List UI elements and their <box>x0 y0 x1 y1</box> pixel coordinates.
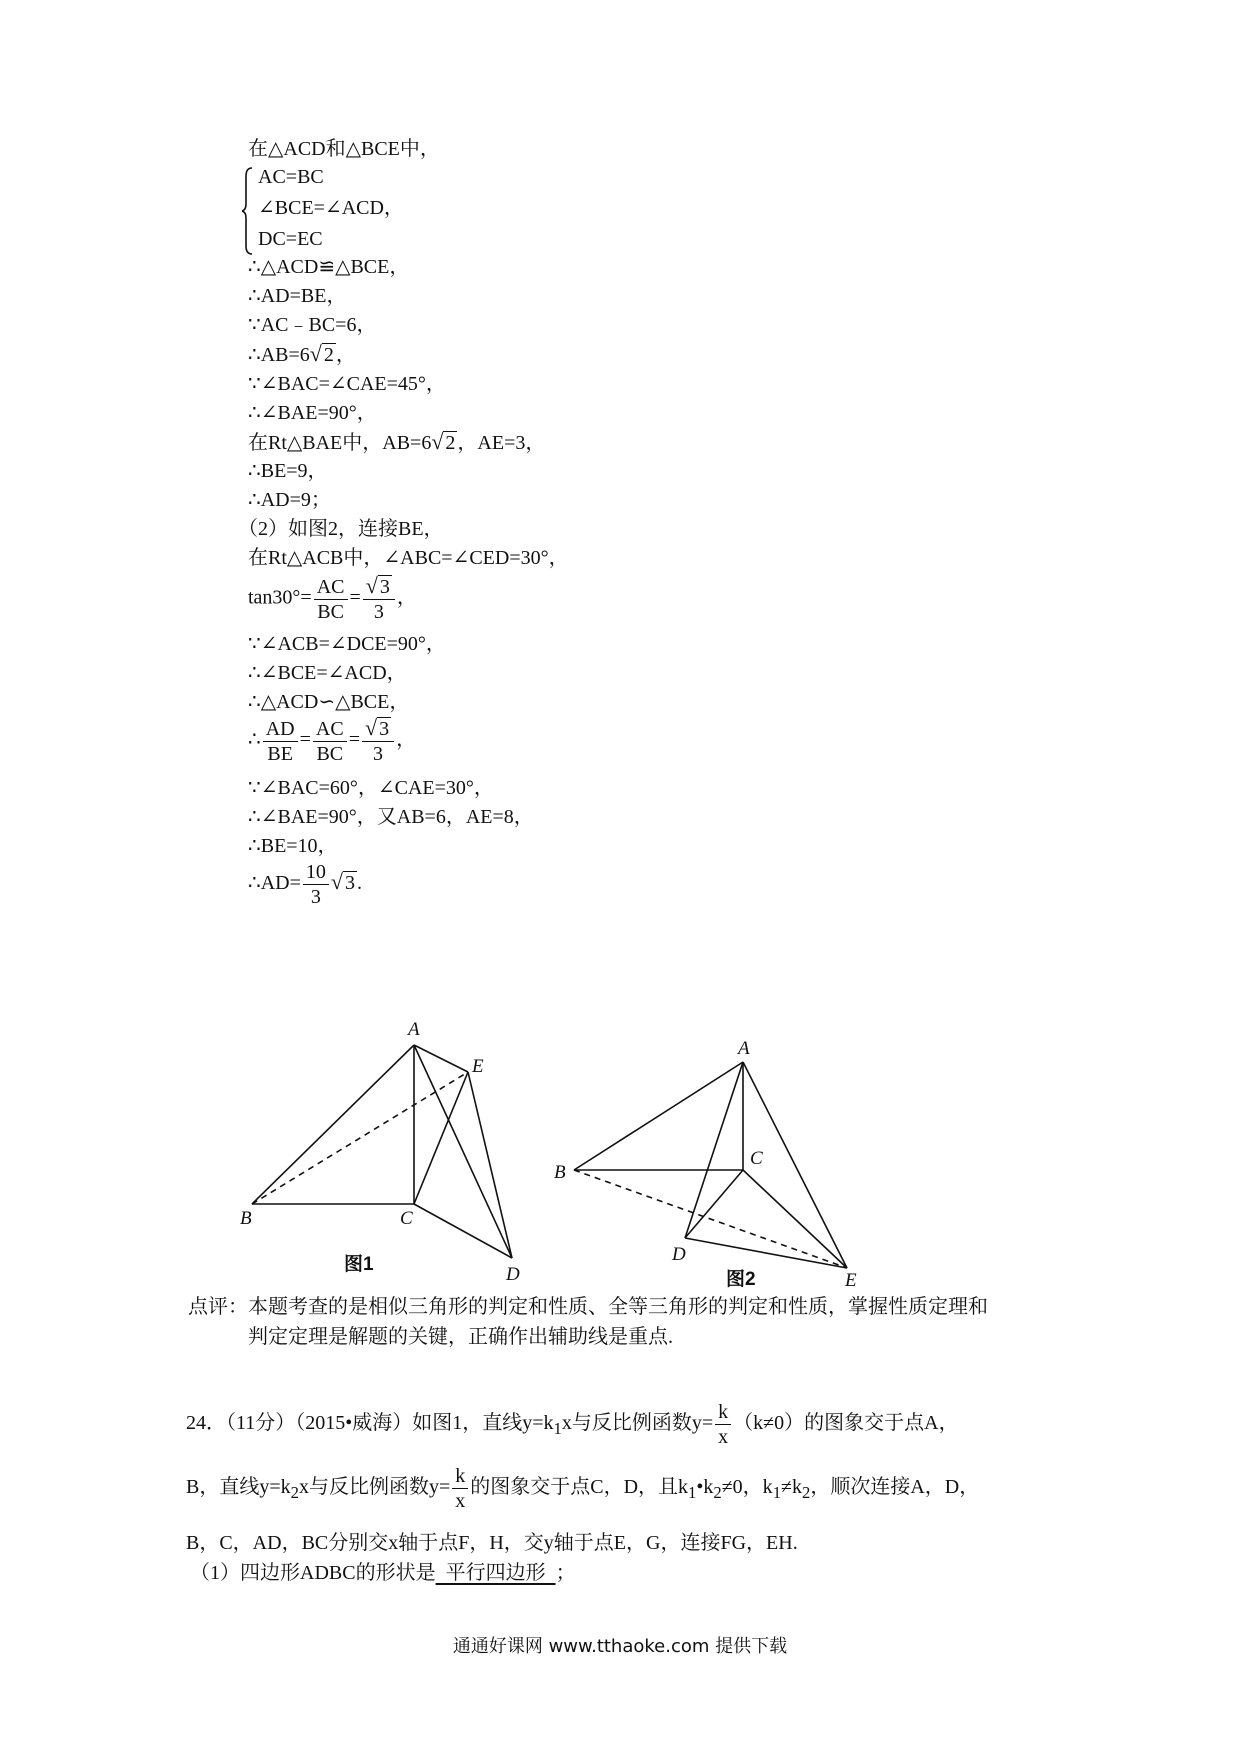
subscript: 1 <box>688 1483 697 1503</box>
text: ∴AD= <box>248 872 301 895</box>
sqrt-sign: √ <box>431 429 444 454</box>
solution-line: ∴△ACD≌△BCE， <box>248 256 410 278</box>
sqrt-sign: √ <box>364 715 378 740</box>
point-label-d: D <box>672 1244 686 1265</box>
sqrt-radicand: 3 <box>344 872 355 895</box>
solution-line: ∵∠BAC=∠CAE=45°， <box>248 373 446 395</box>
question-line <box>186 1400 959 1449</box>
numerator: AC <box>313 717 347 742</box>
subscript: 1 <box>553 1419 562 1439</box>
sqrt-sign: √ <box>365 573 378 598</box>
text: （1）四边形ADBC的形状是 <box>190 1562 436 1584</box>
numerator: AD <box>263 717 298 742</box>
answer-blank: 平行四边形 <box>435 1562 556 1584</box>
subscript: 2 <box>290 1483 299 1503</box>
subscript: 1 <box>772 1483 782 1503</box>
fraction <box>303 860 329 909</box>
segment-ad <box>685 1062 743 1238</box>
solution-line: ∴∠BAE=90°， <box>248 402 377 424</box>
segment-ce <box>414 1072 468 1204</box>
point-label-b: B <box>240 1208 252 1229</box>
solution-line: ∵∠ACB=∠DCE=90°， <box>248 633 446 655</box>
point-label-e: E <box>845 1270 857 1290</box>
text: = <box>299 728 311 751</box>
fraction <box>263 717 298 766</box>
numerator: 10 <box>303 860 329 885</box>
system-line: DC=EC <box>258 228 323 250</box>
denominator: BC <box>316 742 344 765</box>
solution-line: ∵AC﹣BC=6， <box>248 314 377 336</box>
text: ≠0，k <box>721 1476 773 1499</box>
segment-ad <box>414 1045 512 1258</box>
comment-line: 判定定理是解题的关键，正确作出辅助线是重点. <box>248 1326 673 1348</box>
sqrt-sign: √ <box>309 341 322 366</box>
denominator: 3 <box>373 601 384 623</box>
sqrt-radicand: 2 <box>445 432 456 454</box>
text: ∴AB=6 <box>248 344 310 366</box>
solution-line <box>248 341 356 368</box>
solution-line <box>248 716 416 766</box>
fraction <box>362 716 394 766</box>
question-line <box>190 1558 576 1588</box>
segment-ae <box>414 1045 468 1072</box>
segment-de <box>685 1238 847 1268</box>
text: ， <box>396 728 417 751</box>
comment-line: 点评：本题考查的是相似三角形的判定和性质、全等三角形的判定和性质，掌握性质定理和 <box>188 1296 988 1318</box>
numerator: k <box>452 1464 468 1489</box>
solution-line: ∴BE=9， <box>248 460 328 482</box>
solution-line: 在△ACD和△BCE中， <box>248 138 440 160</box>
numerator: k <box>715 1400 731 1425</box>
figure-caption: 图1 <box>344 1254 374 1275</box>
text: ， <box>396 586 417 609</box>
solution-line <box>248 574 417 624</box>
sqrt-radicand: 3 <box>379 576 390 598</box>
question-line <box>186 1464 979 1513</box>
point-label-c: C <box>400 1208 413 1229</box>
segment-ba <box>574 1062 743 1170</box>
denominator: 3 <box>373 743 384 765</box>
text: •k <box>696 1476 714 1499</box>
denominator: x <box>455 1490 466 1512</box>
denominator: BE <box>267 742 293 765</box>
sqrt-radicand: 2 <box>323 344 334 366</box>
solution-line: ∴AD=9； <box>248 489 331 511</box>
numerator <box>363 574 395 600</box>
numerator <box>362 716 394 742</box>
fraction <box>313 717 347 766</box>
point-label-c: C <box>750 1148 763 1169</box>
text: x与反比例函数y= <box>298 1476 451 1499</box>
solution-line: ∴∠BCE=∠ACD， <box>248 662 407 684</box>
point-label-d: D <box>506 1264 520 1285</box>
point-label-a: A <box>738 1040 750 1059</box>
solution-line: （2）如图2，连接BE， <box>238 518 444 540</box>
segment-cd <box>414 1204 512 1258</box>
solution-line <box>248 429 545 456</box>
subscript: 2 <box>802 1483 811 1503</box>
segment-ba <box>252 1045 414 1204</box>
text: 的图象交于点C，D，且k <box>470 1476 689 1499</box>
denominator: BC <box>317 600 344 623</box>
sqrt-sign: √ <box>330 869 343 895</box>
fraction <box>452 1464 468 1513</box>
text: 24．（11分）（2015•威海）如图1，直线y=k <box>186 1412 554 1435</box>
solution-line: ∴∠BAE=90°，又AB=6，AE=8， <box>248 806 534 828</box>
system-line: ∠BCE=∠ACD， <box>258 197 404 219</box>
system-line: AC=BC <box>258 166 324 188</box>
text: ≠k <box>781 1476 802 1499</box>
question-line: B，C，AD，BC分别交x轴于点F，H，交y轴于点E，G，连接FG，EH. <box>186 1532 798 1554</box>
solution-line: ∴△ACD∽△BCE， <box>248 691 410 713</box>
denominator: 3 <box>310 886 321 908</box>
sqrt-radicand: 3 <box>379 718 390 740</box>
left-brace <box>242 166 254 256</box>
fraction <box>314 575 348 624</box>
point-label-e: E <box>472 1056 484 1077</box>
dashed-segment-be <box>574 1170 847 1268</box>
solution-line <box>248 860 362 909</box>
fraction <box>363 574 395 624</box>
solution-line: 在Rt△ACB中，∠ABC=∠CED=30°， <box>248 547 569 569</box>
text: （k≠0）的图象交于点A， <box>733 1412 959 1435</box>
denominator: x <box>718 1426 729 1448</box>
solution-line: ∴AD=BE， <box>248 285 347 307</box>
solution-line: ∵∠BAC=60°，∠CAE=30°， <box>248 777 494 799</box>
solution-line: ∴BE=10， <box>248 835 338 857</box>
point-label-a: A <box>408 1020 420 1040</box>
text: 在Rt△BAE中，AB=6 <box>248 432 432 454</box>
text: . <box>356 872 362 895</box>
numerator: AC <box>314 575 348 600</box>
text: = <box>349 586 361 609</box>
figure-2 <box>550 1040 880 1290</box>
page-footer: 通通好课网 www.tthaoke.com 提供下载 <box>452 1636 788 1657</box>
figure-caption: 图2 <box>726 1269 756 1290</box>
text: ∴ <box>248 728 261 751</box>
text: = <box>348 728 360 751</box>
subscript: 2 <box>713 1483 722 1503</box>
text: ，AE=3， <box>457 432 546 454</box>
segment-ce <box>743 1170 847 1268</box>
text: ，顺次连接A，D， <box>810 1476 980 1499</box>
segment-ed <box>468 1072 512 1258</box>
fraction <box>715 1400 731 1449</box>
figure-1 <box>240 1020 540 1290</box>
text: B，直线y=k <box>186 1476 291 1499</box>
text: x与反比例函数y= <box>561 1412 714 1435</box>
text: ， <box>335 344 356 366</box>
text: tan30°= <box>248 586 312 609</box>
text: ； <box>555 1562 576 1584</box>
point-label-b: B <box>554 1162 566 1183</box>
